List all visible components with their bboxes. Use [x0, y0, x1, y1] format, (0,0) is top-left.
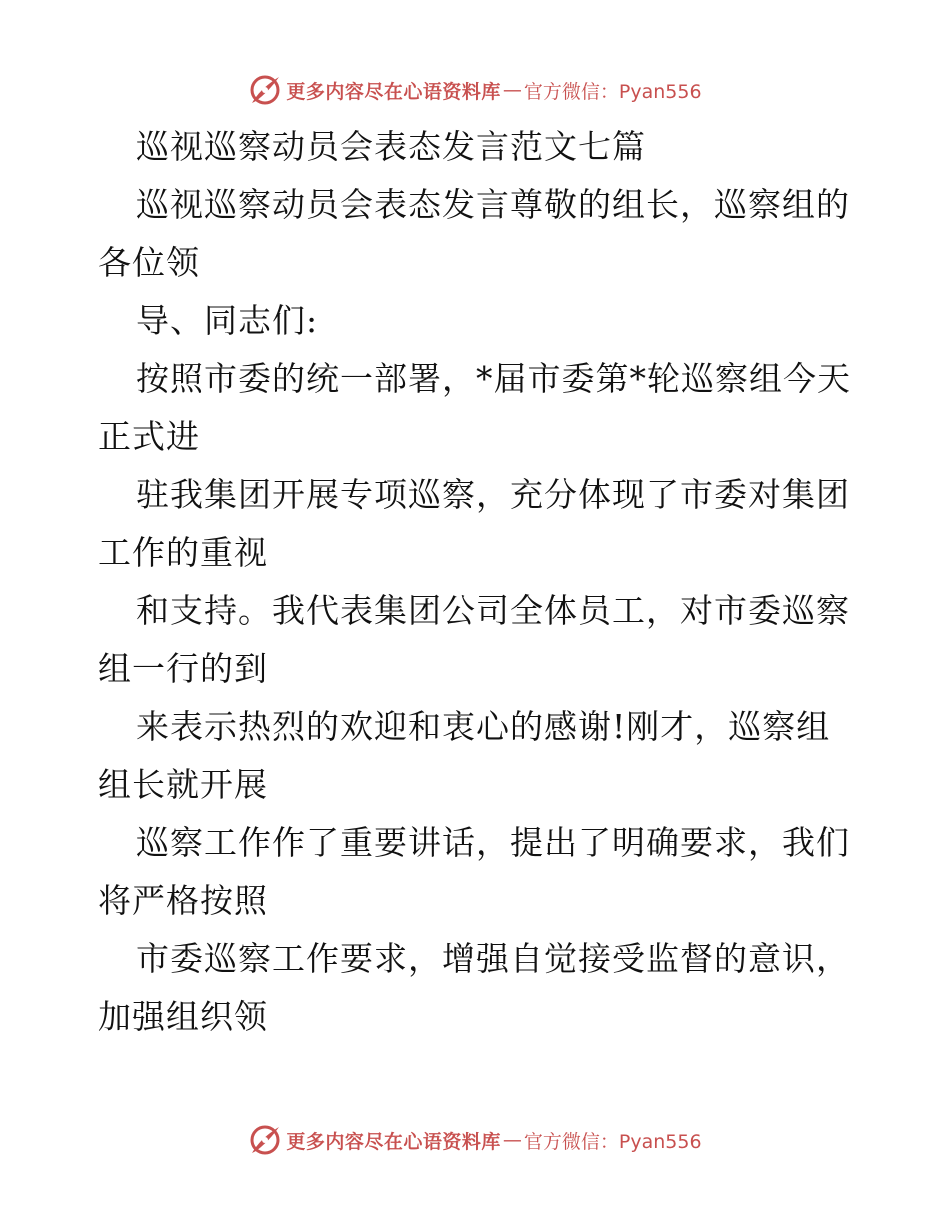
text-line: 工作的重视 — [98, 533, 268, 572]
header-watermark-banner — [0, 70, 950, 110]
banner-dash: — — [502, 79, 522, 101]
text-line: 导、同志们: — [136, 301, 319, 340]
text-line: 加强组织领 — [98, 997, 268, 1036]
banner-wechat-text: 官方微信：Pyan556 — [523, 80, 702, 103]
text-line: 来表示热烈的欢迎和衷心的感谢!刚才，巡察组 — [136, 707, 831, 746]
footer-watermark-banner — [0, 1120, 950, 1160]
text-line: 正式进 — [98, 417, 200, 456]
banner-dash: — — [502, 1129, 522, 1151]
text-line: 按照市委的统一部署，*届市委第*轮巡察组今天 — [136, 359, 851, 398]
banner-wechat-text: 官方微信：Pyan556 — [523, 1130, 702, 1153]
text-line: 市委巡察工作要求，增强自觉接受监督的意识， — [136, 939, 850, 978]
banner-main-text: 更多内容尽在心语资料库 — [286, 1130, 501, 1153]
text-line: 各位领 — [98, 243, 200, 282]
text-line: 将严格按照 — [98, 881, 268, 920]
text-line: 和支持。我代表集团公司全体员工，对市委巡察 — [136, 591, 850, 630]
quill-logo-icon — [248, 73, 282, 107]
text-line: 驻我集团开展专项巡察，充分体现了市委对集团 — [136, 475, 850, 514]
banner-main-text: 更多内容尽在心语资料库 — [286, 80, 501, 103]
text-line: 组长就开展 — [98, 765, 268, 804]
text-line: 巡视巡察动员会表态发言尊敬的组长，巡察组的 — [136, 185, 850, 224]
text-line: 巡视巡察动员会表态发言范文七篇 — [136, 127, 646, 166]
document-body — [98, 118, 858, 1046]
text-line: 组一行的到 — [98, 649, 268, 688]
quill-logo-icon — [248, 1123, 282, 1157]
text-line: 巡察工作作了重要讲话，提出了明确要求，我们 — [136, 823, 850, 862]
